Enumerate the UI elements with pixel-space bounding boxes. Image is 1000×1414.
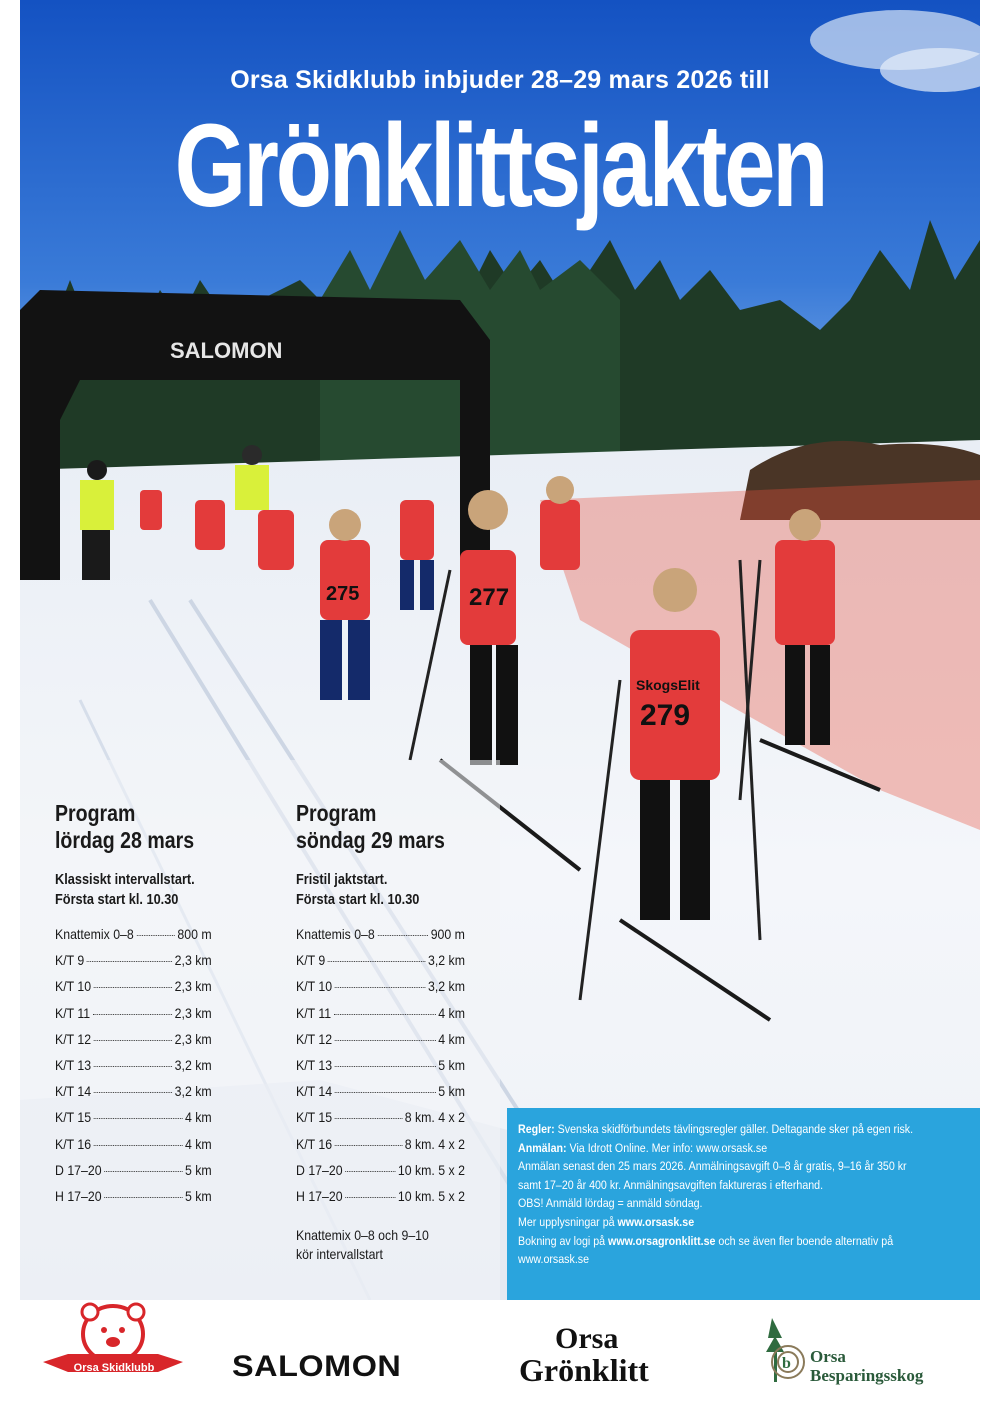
class-row: [296, 1136, 465, 1162]
class-distance: 4 km: [438, 1004, 465, 1021]
class-name: K/T 15: [296, 1109, 333, 1126]
dot-leader: [104, 1171, 182, 1172]
class-name: K/T 10: [55, 978, 92, 995]
class-name: K/T 14: [55, 1083, 92, 1100]
bib-number: 275: [326, 583, 360, 605]
class-name: K/T 16: [296, 1135, 333, 1152]
orsagronklitt-link[interactable]: www.orsagronklitt.se: [608, 1233, 716, 1248]
class-name: K/T 16: [55, 1135, 92, 1152]
class-row: [55, 1188, 212, 1214]
class-row: [296, 1031, 465, 1057]
dot-leader: [335, 1145, 402, 1146]
class-distance: 5 km: [438, 1083, 465, 1100]
orsask-link[interactable]: www.orsask.se: [617, 1214, 695, 1229]
class-name: D 17–20: [55, 1161, 102, 1178]
class-distance: 3,2 km: [174, 1056, 212, 1073]
class-distance: 3,2 km: [427, 952, 465, 969]
dot-leader: [335, 987, 426, 988]
class-row: [55, 1136, 212, 1162]
class-row: [296, 978, 465, 1004]
class-distance: 2,3 km: [174, 978, 212, 995]
svg-text:b: b: [782, 1355, 791, 1372]
dot-leader: [94, 1118, 183, 1119]
more-info-text: Mer upplysningar på: [518, 1214, 618, 1229]
class-row: [296, 1083, 465, 1109]
orsa-skidklubb-name: Orsa Skidklubb: [73, 1362, 155, 1374]
tree-emblem-icon: [762, 1318, 810, 1390]
dot-leader: [345, 1171, 395, 1172]
class-row: [296, 1109, 465, 1135]
sunday-style: Fristil jaktstart.: [296, 872, 388, 888]
class-name: K/T 9: [296, 952, 326, 969]
besparingsskog-line-2: Besparingsskog: [810, 1366, 924, 1385]
dot-leader: [335, 1040, 436, 1041]
rules-label: Regler:: [518, 1122, 555, 1136]
registration-fees: samt 17–20 år 400 kr. Anmälningsavgiften faktureras i efterhand.: [518, 1177, 824, 1192]
class-distance: 4 km: [184, 1135, 212, 1152]
class-distance: 4 km: [438, 1030, 465, 1047]
dot-leader: [335, 1118, 402, 1119]
registration-deadline: Anmälan senast den 25 mars 2026. Anmälningsavgift 0–8 år gratis, 9–16 år 350 kr: [518, 1159, 907, 1174]
class-row: [296, 1162, 465, 1188]
dot-leader: [136, 935, 174, 936]
dot-leader: [335, 1092, 436, 1093]
class-name: H 17–20: [55, 1187, 102, 1204]
class-distance: 3,2 km: [427, 978, 465, 995]
dot-leader: [104, 1197, 182, 1198]
class-distance: 2,3 km: [174, 952, 212, 969]
class-name: K/T 10: [296, 978, 333, 995]
class-distance: 800 m: [177, 926, 212, 942]
registration-label: Anmälan:: [518, 1140, 567, 1155]
saturday-heading-1: Program: [55, 800, 136, 826]
class-distance: 8 km. 4 x 2: [404, 1109, 465, 1126]
saturday-first-start: Första start kl. 10.30: [55, 892, 179, 908]
class-row: [55, 1005, 212, 1031]
bib-number: 279: [640, 699, 691, 732]
class-name: K/T 9: [55, 952, 85, 969]
sunday-first-start: Första start kl. 10.30: [296, 892, 420, 908]
dot-leader: [94, 1040, 172, 1041]
event-title: Grönklittsjakten: [174, 100, 826, 232]
info-box: [507, 1108, 980, 1300]
dot-leader: [345, 1197, 395, 1198]
class-name: K/T 14: [296, 1083, 333, 1100]
class-distance: 10 km. 5 x 2: [397, 1187, 465, 1204]
class-row: [55, 926, 212, 952]
class-row: [296, 952, 465, 978]
class-name: Knattemis 0–8: [296, 926, 375, 942]
dot-leader: [94, 987, 172, 988]
class-name: K/T 11: [296, 1004, 332, 1021]
bib-sponsor: SkogsElit: [636, 677, 700, 693]
sunday-note-1: Knattemix 0–8 och 9–10: [296, 1227, 429, 1244]
class-row: [55, 1109, 212, 1135]
class-name: K/T 13: [55, 1056, 92, 1073]
class-distance: 5 km: [184, 1161, 212, 1178]
saturday-class-list: [55, 926, 233, 1214]
class-name: D 17–20: [296, 1161, 343, 1178]
arch-brand: SALOMON: [170, 338, 283, 363]
class-row: [296, 1057, 465, 1083]
dot-leader: [94, 1066, 172, 1067]
class-name: K/T 15: [55, 1109, 92, 1126]
class-row: [296, 926, 465, 952]
besparingsskog-line-1: Orsa: [810, 1347, 846, 1366]
class-name: K/T 13: [296, 1056, 333, 1073]
dot-leader: [335, 1066, 436, 1067]
class-row: [55, 1031, 212, 1057]
dot-leader: [328, 961, 425, 962]
dot-leader: [94, 1092, 172, 1093]
class-distance: 2,3 km: [174, 1030, 212, 1047]
class-name: K/T 11: [55, 1004, 91, 1021]
class-row: [55, 952, 212, 978]
class-row: [296, 1188, 465, 1214]
sunday-program: [296, 800, 488, 1264]
class-distance: 8 km. 4 x 2: [404, 1135, 465, 1152]
dot-leader: [334, 1014, 436, 1015]
lodging-text-post: och se även fler boende alternativ på: [715, 1233, 894, 1248]
class-row: [55, 978, 212, 1004]
class-distance: 10 km. 5 x 2: [397, 1161, 465, 1178]
event-subtitle: Orsa Skidklubb inbjuder 28–29 mars 2026 till: [230, 66, 770, 94]
obs-note: OBS! Anmäld lördag = anmäld söndag.: [518, 1196, 703, 1211]
class-row: [55, 1083, 212, 1109]
class-row: [296, 1005, 465, 1031]
orsask-url[interactable]: www.orsask.se: [518, 1252, 590, 1267]
saturday-program: [55, 800, 233, 1214]
class-distance: 900 m: [430, 926, 465, 942]
dot-leader: [93, 1014, 172, 1015]
class-distance: 3,2 km: [174, 1083, 212, 1100]
class-distance: 4 km: [184, 1109, 212, 1126]
sunday-heading-2: söndag 29 mars: [296, 827, 445, 853]
lodging-text: Bokning av logi på: [518, 1233, 609, 1248]
dot-leader: [94, 1145, 183, 1146]
gronklitt-logo-line-2: Grönklitt: [519, 1352, 649, 1388]
saturday-heading-2: lördag 28 mars: [55, 827, 195, 853]
class-row: [55, 1057, 212, 1083]
sunday-note-2: kör intervallstart: [296, 1246, 383, 1263]
salomon-logo: SALOMON: [232, 1350, 402, 1383]
class-name: K/T 12: [55, 1030, 92, 1047]
registration-text: Via Idrott Online. Mer info: www.orsask.se: [566, 1140, 768, 1155]
saturday-style: Klassiskt intervallstart.: [55, 872, 195, 888]
class-name: K/T 12: [296, 1030, 333, 1047]
class-name: H 17–20: [296, 1187, 343, 1204]
class-distance: 2,3 km: [174, 1004, 212, 1021]
dot-leader: [87, 961, 172, 962]
class-row: [55, 1162, 212, 1188]
class-distance: 5 km: [438, 1056, 465, 1073]
class-name: Knattemix 0–8: [55, 926, 134, 942]
class-distance: 5 km: [184, 1187, 212, 1204]
sunday-heading-1: Program: [296, 800, 377, 826]
gronklitt-logo-line-1: Orsa: [555, 1322, 619, 1355]
rules-text: Svenska skidförbundets tävlingsregler gäller. Deltagande sker på egen risk.: [554, 1122, 914, 1136]
bib-number: 277: [469, 584, 510, 611]
sunday-class-list: [296, 926, 488, 1214]
dot-leader: [377, 935, 428, 936]
